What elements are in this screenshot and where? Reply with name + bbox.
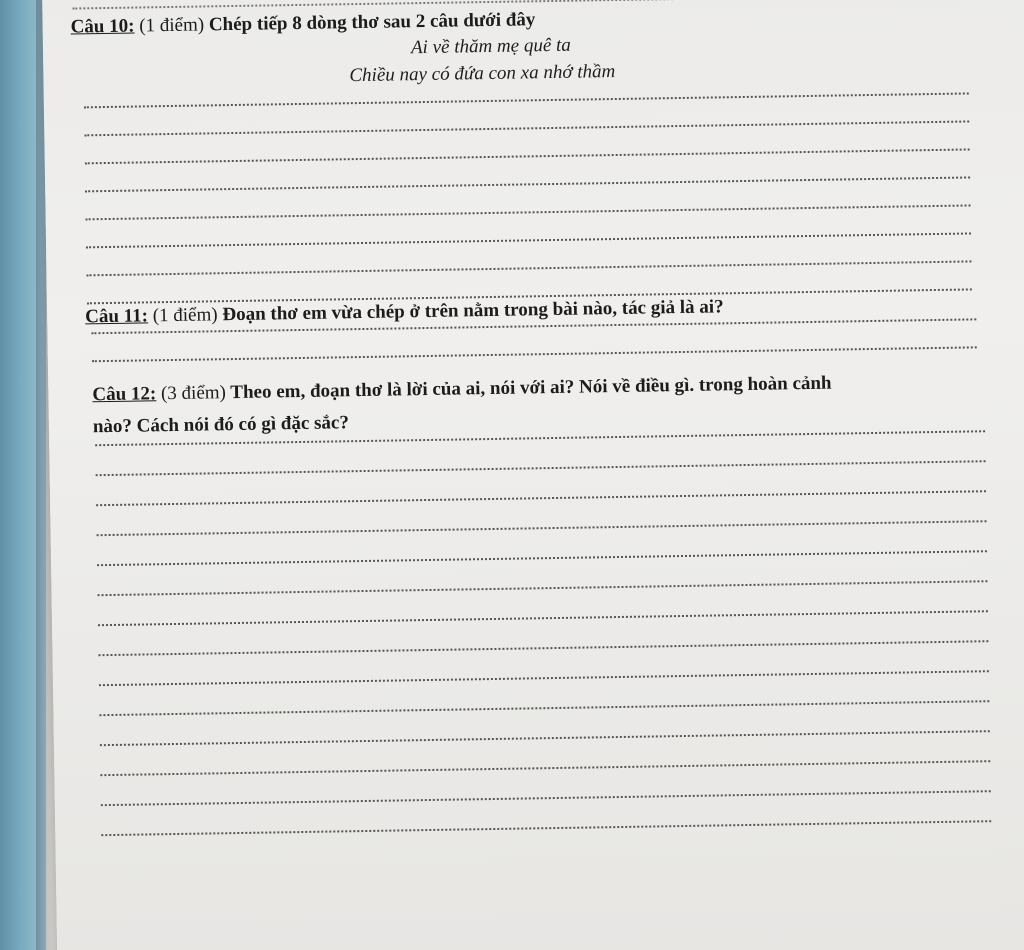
answer-line	[84, 92, 969, 108]
question-12-number: Câu 12:	[92, 383, 157, 406]
answer-line	[99, 700, 989, 716]
question-11-text: Đoạn thơ em vừa chép ở trên nằm trong bài nào, tác giả là ai?	[222, 296, 724, 326]
answer-line	[84, 120, 969, 136]
poem-line-1: Ai về thăm mẹ quê ta	[410, 34, 572, 59]
answer-line	[97, 550, 987, 566]
question-10-number: Câu 10:	[70, 15, 135, 38]
answer-line	[96, 460, 986, 476]
answer-line	[101, 790, 991, 806]
answer-line	[86, 232, 971, 248]
exam-paper-sheet	[42, 0, 1024, 950]
poem-line-2: Chiều nay có đứa con xa nhớ thầm	[349, 61, 616, 87]
question-11-points: (1 điểm)	[152, 304, 218, 327]
answer-line	[92, 346, 977, 362]
question-10-text: Chép tiếp 8 dòng thơ sau 2 câu dưới đây	[208, 9, 536, 36]
answer-line	[86, 204, 971, 220]
question-12-points: (3 điểm)	[160, 382, 227, 405]
question-12	[92, 374, 831, 405]
question-11-number: Câu 11:	[85, 305, 149, 328]
question-12-text-line-2: nào? Cách nói đó có gì đặc sắc?	[92, 412, 350, 438]
answer-line	[87, 260, 972, 276]
question-10	[70, 10, 535, 36]
answer-line	[100, 730, 990, 746]
answer-line	[85, 148, 970, 164]
question-10-points: (1 điểm)	[139, 14, 205, 37]
question-12-continuation	[93, 413, 349, 436]
answer-line	[100, 760, 990, 776]
answer-line	[99, 670, 989, 686]
answer-line	[98, 610, 988, 626]
answer-line	[96, 490, 986, 506]
question-12-text-line-1: Theo em, đoạn thơ là lời của ai, nói với ai? Nói về điều gì. trong hoàn cảnh	[230, 372, 832, 404]
answer-line	[98, 640, 988, 656]
answer-line	[98, 580, 988, 596]
top-dotted-line	[72, 0, 932, 10]
answer-line	[97, 520, 987, 536]
answer-line	[85, 176, 970, 192]
answer-line	[101, 820, 991, 836]
